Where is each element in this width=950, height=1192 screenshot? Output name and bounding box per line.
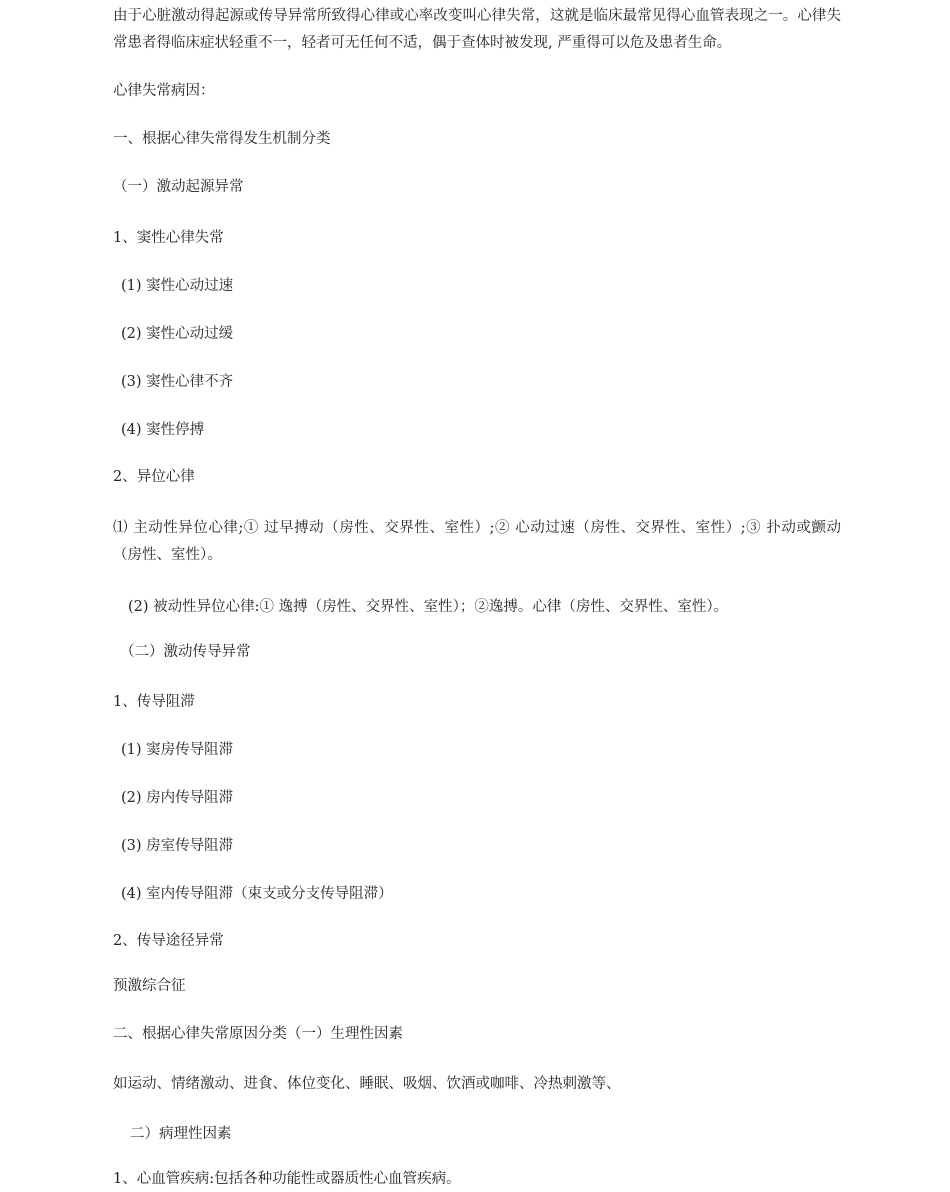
- subsection-2-heading: （二）激动传导异常: [120, 644, 251, 660]
- sinus-item: (2) 窦性心动过缓: [121, 326, 234, 342]
- block-item: (3) 房室传导阻滞: [121, 838, 234, 854]
- physiological-factors-line: 如运动、情绪激动、进食、体位变化、睡眠、吸烟、饮酒或咖啡、冷热刺激等、: [113, 1076, 621, 1092]
- section-2-heading: 二、根据心律失常原因分类（一）生理性因素: [113, 1026, 403, 1042]
- pathological-heading: 二）病理性因素: [130, 1126, 232, 1142]
- section-1-heading: 一、根据心律失常得发生机制分类: [113, 131, 331, 147]
- ectopic-active-paragraph: ⑴ 主动性异位心律;① 过早搏动（房性、交界性、室性）;② 心动过速（房性、交界性、室性）;③ 扑动或颤动（房性、室性）。: [113, 520, 841, 563]
- sinus-item: (1) 窦性心动过速: [121, 278, 234, 294]
- ectopic-passive-line: (2) 被动性异位心律:① 逸搏（房性、交界性、室性）；②逸搏。心律（房性、交界性、室性）。: [128, 599, 729, 615]
- item-ectopic-heading: 2、异位心律: [113, 469, 195, 485]
- block-item: (1) 窦房传导阻滞: [121, 742, 234, 758]
- conduction-block-heading: 1、传导阻滞: [113, 694, 195, 710]
- preexcitation-line: 预激综合征: [113, 978, 186, 994]
- pathway-heading: 2、传导途径异常: [113, 933, 224, 949]
- block-item: (2) 房内传导阻滞: [121, 790, 234, 806]
- subsection-1-heading: （一）激动起源异常: [113, 179, 244, 195]
- cardiovascular-item: 1、心血管疾病:包括各种功能性或器质性心血管疾病。: [113, 1171, 461, 1187]
- item-sinus-heading: 1、窦性心律失常: [113, 230, 224, 246]
- block-item: (4) 室内传导阻滞（束支或分支传导阻滞）: [121, 886, 393, 902]
- intro-paragraph: 由于心脏激动得起源或传导异常所致得心律或心率改变叫心律失常，这就是临床最常见得心血管表现之一。心律失常患者得临床症状轻重不一，轻者可无任何不适，偶于查体时被发现, 严重得可以危及患者生命。: [113, 8, 841, 51]
- sinus-item: (3) 窦性心律不齐: [121, 374, 234, 390]
- causes-heading: 心律失常病因：: [113, 83, 215, 99]
- sinus-item: (4) 窦性停搏: [121, 422, 205, 438]
